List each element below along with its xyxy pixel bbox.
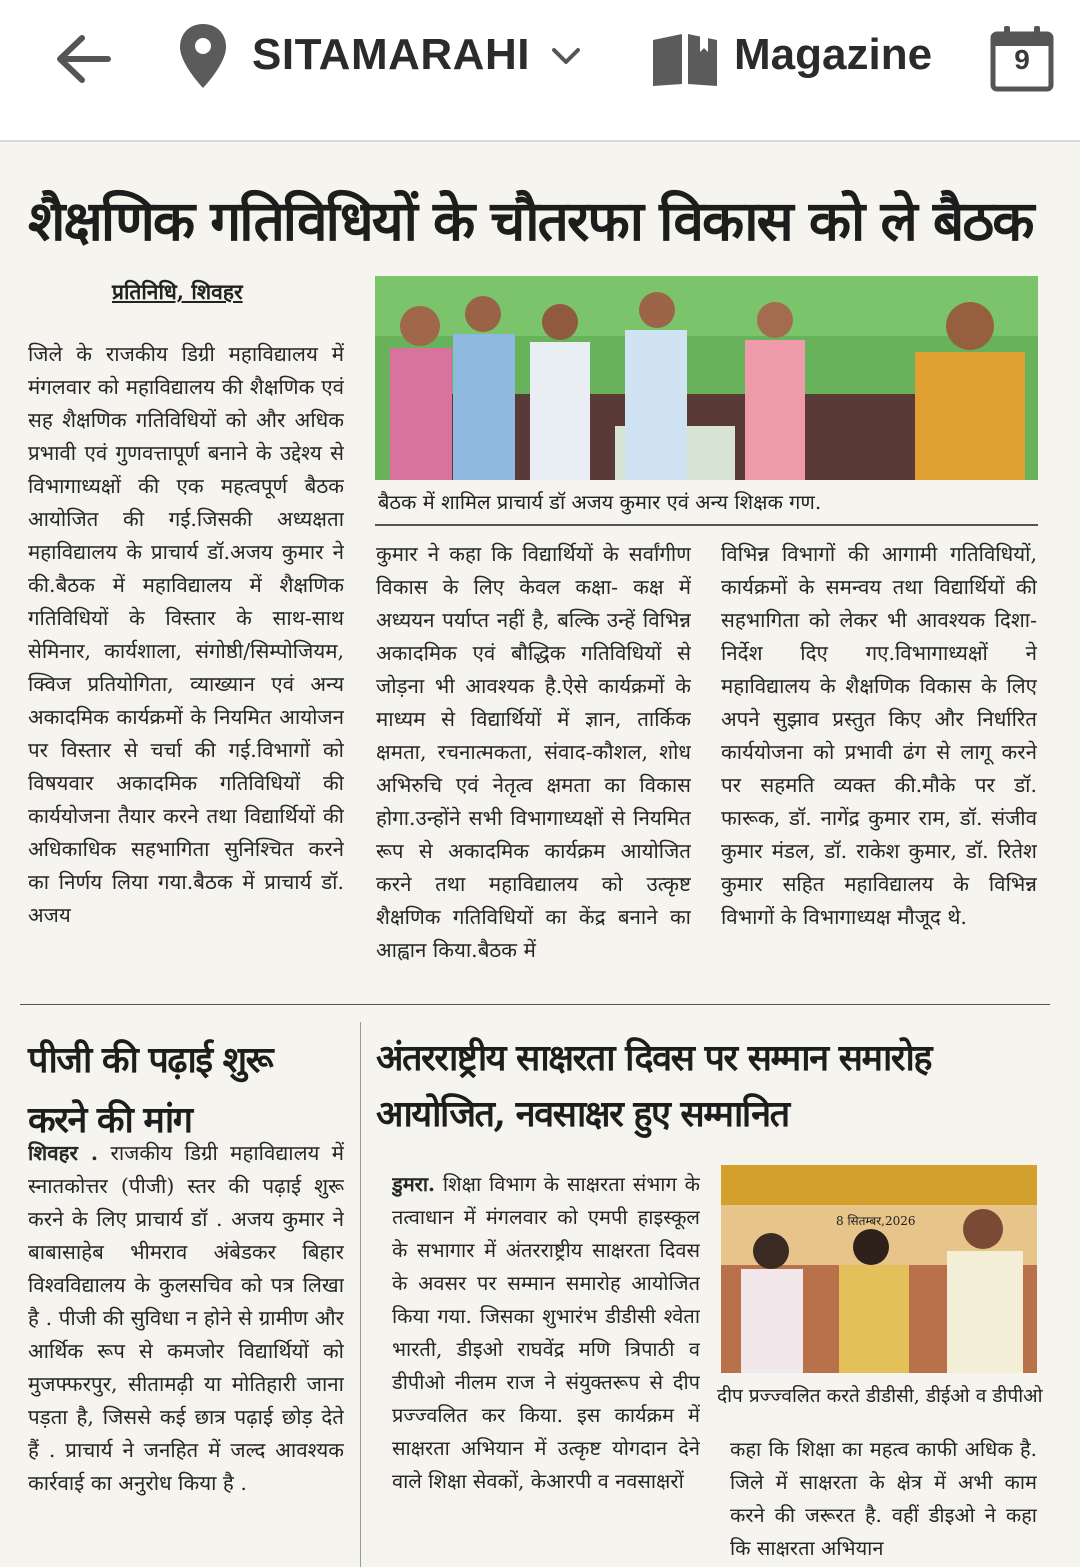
article-3-photo-caption: दीप प्रज्ज्वलित करते डीडीसी, डीईओ व डीपीओ xyxy=(717,1385,1043,1407)
article-1-column-3: विभिन्न विभागों की आगामी गतिविधियों, कार्यक्रमों के समन्वय तथा विद्यार्थियों की सहभागिता को लेकर भी आवश्यक दिशा-निर्देश दिए गए.विभागाध्यक्षों ने महाविद्यालय के शैक्षणिक विकास के लिए अपने सुझाव प्रस्तुत किए और निर्धारित कार्ययोजना को प्रभावी ढंग से लागू करने पर सहमति व्यक्त की.मौके पर डॉ. फारूक, डॉ. नागेंद्र कुमार राम, डॉ. संजीव कुमार मंडल, डॉ. राकेश कुमार, डॉ. रितेश कुमार सहित महाविद्यालय के विभिन्न विभागों के विभागाध्यक्ष मौजूद थे. xyxy=(721,542,1037,929)
article-1-column-2: कुमार ने कहा कि विद्यार्थियों के सर्वांगीण विकास के लिए केवल कक्षा- कक्ष में अध्ययन पर्याप्त नहीं है, बल्कि उन्हें विभिन्न अकादमिक एवं बौद्धिक गतिविधियों से जोड़ना भी आवश्यक है.ऐसे कार्यक्रमों के माध्यम से विद्यार्थियों में ज्ञान, तार्किक क्षमता, रचनात्मकता, संवाद-कौशल, शोध अभिरुचि एवं नेतृत्व क्षमता का विकास होगा.उन्होंने सभी विभागाध्यक्षों से नियमित रूप से अकादमिक कार्यक्रम आयोजित करने तथा महाविद्यालय को उत्कृष्ट शैक्षणिक गतिविधियों का केंद्र बनाने का आह्वान किया.बैठक में xyxy=(376,542,691,962)
article-3-headline-line-1: अंतरराष्ट्रीय साक्षरता दिवस पर सम्मान समारोह xyxy=(376,1037,931,1079)
article-2-headline-line-2: करने की मांग xyxy=(28,1099,192,1141)
open-book-icon[interactable] xyxy=(650,30,720,88)
article-1-headline[interactable]: शैक्षणिक गतिविधियों के चौतरफा विकास को ले बैठक xyxy=(28,188,1033,253)
photo-banner-date: 8 सितम्बर,2026 xyxy=(836,1214,916,1228)
article-2-body xyxy=(28,1137,344,1537)
article-1-photo xyxy=(375,276,1038,480)
epaper-page[interactable] xyxy=(0,142,1080,1567)
column-divider xyxy=(360,1022,361,1567)
article-3-dateline: डुमरा. xyxy=(392,1172,435,1196)
back-arrow-icon[interactable] xyxy=(52,30,114,88)
city-selector[interactable]: SITAMARAHI xyxy=(252,30,530,79)
app-header xyxy=(0,0,1080,142)
adjacent-column-edge xyxy=(1060,142,1080,1567)
article-3-photo xyxy=(721,1165,1037,1373)
article-2-headline[interactable] xyxy=(28,1030,272,1150)
article-3-headline-line-2: आयोजित, नवसाक्षर हुए सम्मानित xyxy=(376,1093,789,1135)
section-divider xyxy=(20,1004,1050,1005)
article-3-text: शिक्षा विभाग के साक्षरता संभाग के तत्वाधान में मंगलवार को एमपी हाइस्कूल के सभागार में अंतरराष्ट्रीय साक्षरता दिवस के अवसर पर सम्मान समारोह आयोजित किया गया. जिसका शुभारंभ डीडीसी श्वेता भारती, डीइओ राघवेंद्र मणि त्रिपाठी व डीपीओ नीलम राज ने संयुक्तरूप से दीप प्रज्ज्वलित कर किया. इस कार्यक्रम में साक्षरता अभियान में उत्कृष्ट योगदान देने वाले शिक्षा सेवकों, केआरपी व नवसाक्षरों xyxy=(392,1172,700,1493)
article-3-column-2: कहा कि शिक्षा का महत्व काफी अधिक है. जिले में साक्षरता के क्षेत्र में अभी काम करने की जरूरत है. वहीं डीइओ ने कहा कि साक्षरता अभियान xyxy=(730,1437,1037,1560)
article-2-headline-line-1: पीजी की पढ़ाई शुरू xyxy=(28,1039,273,1081)
article-3-column-1 xyxy=(392,1168,700,1567)
calendar-day-number[interactable]: 9 xyxy=(1014,44,1030,75)
article-2-dateline: शिवहर . xyxy=(28,1141,99,1165)
magazine-button[interactable]: Magazine xyxy=(734,30,933,79)
caption-divider xyxy=(375,524,1038,526)
article-1-column-1: जिले के राजकीय डिग्री महाविद्यालय में मंगलवार को महाविद्यालय की शैक्षणिक एवं सह शैक्षणिक गतिविधियों को और अधिक प्रभावी एवं गुणवत्तापूर्ण बनाने के उद्देश्य से विभागाध्यक्षों की एक महत्वपूर्ण बैठक आयोजित की गई.जिसकी अध्यक्षता महाविद्यालय के प्राचार्य डॉ.अजय कुमार ने की.बैठक में महाविद्यालय में शैक्षणिक गतिविधियों के विस्तार के साथ-साथ सेमिनार, कार्यशाला, संगोष्ठी/सिम्पोजियम, क्विज प्रतियोगिता, व्याख्यान एवं अन्य अकादमिक कार्यक्रमों के नियमित आयोजन पर विस्तार से चर्चा की गई.विभागों को विषयवार अकादमिक गतिविधियों की कार्ययोजना तैयार करने तथा विद्यार्थियों की अधिकाधिक सहभागिता सुनिश्चित करने का निर्णय लिया गया.बैठक में प्राचार्य डॉ. अजय xyxy=(28,342,344,927)
article-3-headline[interactable] xyxy=(376,1030,931,1142)
chevron-down-icon[interactable] xyxy=(548,42,584,72)
article-1-byline: प्रतिनिधि, शिवहर xyxy=(112,279,243,304)
article-1-photo-caption: बैठक में शामिल प्राचार्य डॉ अजय कुमार एवं अन्य शिक्षक गण. xyxy=(378,490,822,514)
article-2-text: राजकीय डिग्री महाविद्यालय में स्नातकोत्तर (पीजी) स्तर की पढ़ाई शुरू करने के लिए प्राचार्य डॉ . अजय कुमार ने बाबासाहेब भीमराव अंबेडकर बिहार विश्वविद्यालय के कुलसचिव को पत्र लिखा है . पीजी की सुविधा न होने से ग्रामीण और आर्थिक रूप से कमजोर विद्यार्थियों को मुजफ्फरपुर, सीतामढ़ी या मोतिहारी जाना पड़ता है, जिससे कई छात्र पढ़ाई छोड़ देते हैं . प्राचार्य ने जनहित में जल्द आवश्यक कार्रवाई का अनुरोध किया है . xyxy=(28,1141,344,1495)
location-pin-icon[interactable] xyxy=(178,22,228,90)
